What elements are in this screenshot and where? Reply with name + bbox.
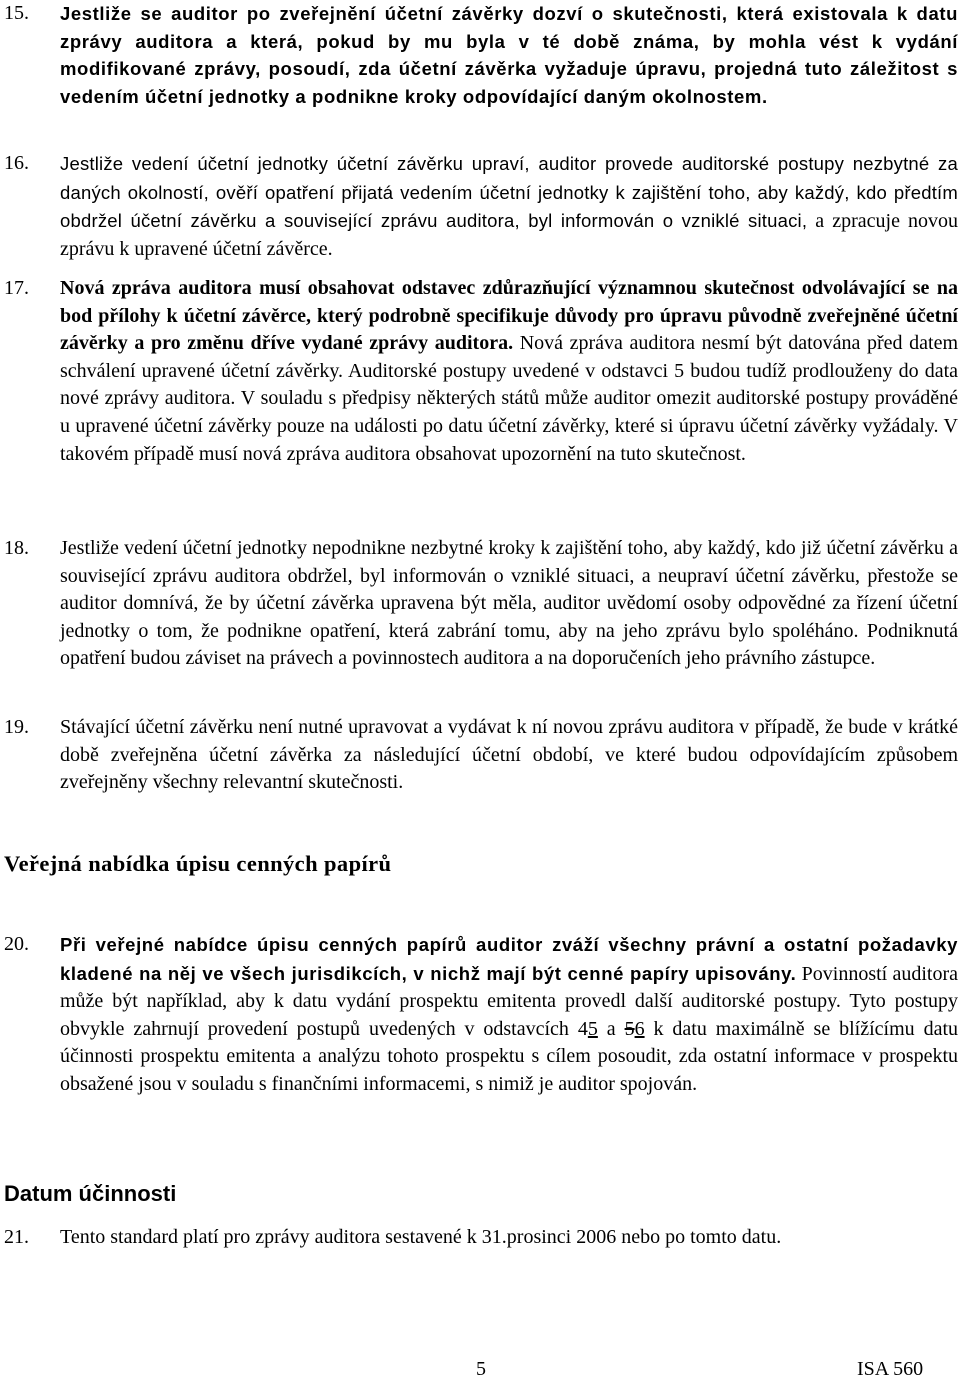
paragraph-18 — [0, 535, 958, 673]
paragraph-regular-text-b: k datu maximálně se blížícímu datu účinnosti prospektu emitenta a analýzu tohoto prospektu s cílem posoudit, zda ostatní informace v prospektu obsažené jsou v souladu s finančními informacemi, s nimiž je auditor spojován. — [60, 1017, 959, 1095]
paragraph-text: Jestliže se auditor po zveřejnění účetní závěrky dozví o skutečnosti, která existovala k datu zprávy auditora a která, pokud by mu byla v té době známa, by mohla vést k vydání modifikované zprávy, posoudí, zda účetní závěrka vyžaduje úpravu, projedná tuto záležitost s vedením účetní jednotky a podnikne kroky odpovídající daným okolnostem. — [60, 3, 958, 107]
paragraph-connector: a — [597, 1017, 625, 1040]
paragraph-number: 21. — [4, 1226, 29, 1248]
paragraph-text: Jestliže vedení účetní jednotky nepodnikne nezbytné kroky k zajištění toho, aby každý, kdo již účetní závěrku a související zprávu auditora obdržel, byl informován o vzniklé situaci, a neupraví účetní závěrku, přestože se auditor domnívá, že by účetní závěrka upravena být měla, auditor uvědomí osoby odpovědné za řízení účetní jednotky o tom, že podnikne opatření, která zabrání tomu, aby na jeho zprávu bylo spoléháno. Podniknutá opatření budou záviset na právech a povinnostech auditora a na doporučeních jeho právního zástupce. — [60, 537, 958, 670]
paragraph-bold-text: Při veřejné nabídce úpisu cenných papírů auditor zváží všechny právní a ostatní požadavky kladené na něj ve všech jurisdikcích, v nichž mají být cenné papíry upisovány. — [60, 934, 958, 984]
paragraph-number: 16. — [4, 152, 29, 174]
paragraph-number: 17. — [4, 277, 29, 299]
inserted-digit: 5 — [587, 1017, 598, 1040]
paragraph-number: 19. — [4, 716, 29, 738]
paragraph-number: 18. — [4, 537, 29, 559]
paragraph-15 — [0, 0, 958, 110]
inserted-digit: 6 — [634, 1017, 645, 1040]
paragraph-text-a: Jestliže vedení účetní jednotky účetní závěrku upraví, auditor provede auditorské postupy nezbytné za daných okolností, ověří opatření přijatá vedením účetní jednotky k zajištění toho, aby každý, kdo předtím obdržel účetní závěrku a související zprávu auditora, byl informován o vzniklé situaci, — [60, 153, 958, 232]
paragraph-text — [60, 150, 958, 263]
page-number: 5 — [476, 1358, 486, 1380]
section-heading-effective-date: Datum účinnosti — [4, 1181, 177, 1206]
paragraph-20 — [0, 931, 958, 1099]
paragraph-bold-text: Nová zpráva auditora musí obsahovat odstavec zdůrazňující významnou skutečnost odvolávající se na bod přílohy k účetní závěrce, který podrobně specifikuje důvody pro úpravu původně zveřejněné účetní závěrky a pro změnu dříve vydané zprávy auditora. — [60, 277, 958, 355]
paragraph-21 — [0, 1224, 958, 1252]
paragraph-text: Tento standard platí pro zprávy auditora sestavené k 31.prosinci 2006 nebo po tomto datu. — [60, 1226, 782, 1248]
paragraph-text-b: a zpracuje novou zprávu k upravené účetní závěrce. — [60, 210, 959, 260]
paragraph-number: 20. — [4, 933, 29, 955]
paragraph-number: 15. — [4, 2, 29, 24]
paragraph-19 — [0, 714, 958, 797]
paragraph-text — [60, 275, 958, 468]
paragraph-regular-text: Nová zpráva auditora nesmí být datována před datem schválení upravené účetní závěrky. Auditorské postupy uvedené v odstavci 5 budou tudíž prodlouženy do data nové zprávy auditora. V souladu s předpisy některých států může auditor omezit auditorské postupy prováděné u upravené účetní závěrky pouze na události po datu účetní závěrky, které si úpravu účetní závěrky vyžádaly. V takovém případě musí nová zpráva auditora obsahovat upozornění na tuto skutečnost. — [60, 332, 958, 465]
paragraph-text: Stávající účetní závěrku není nutné upravovat a vydávat k ní novou zprávu auditora v případě, že bude v krátké době zveřejněna účetní závěrka za následující účetní období, ve které budou odpovídajícím způsobem zveřejněny všechny relevantní skutečnosti. — [60, 716, 958, 794]
document-code: ISA 560 — [857, 1358, 924, 1380]
paragraph-16 — [0, 150, 958, 263]
paragraph-regular-text-a: Povinností auditora může být například, aby k datu vydání prospektu emitenta provedl další auditorské postupy. Tyto postupy obvykle zahrnují provedení postupů uvedených v odstavcích 4 — [60, 962, 959, 1040]
paragraph-text — [60, 931, 958, 1099]
paragraph-17 — [0, 275, 958, 468]
deleted-digit: 5 — [624, 1017, 635, 1040]
section-heading-public-offering: Veřejná nabídka úpisu cenných papírů — [4, 851, 392, 876]
